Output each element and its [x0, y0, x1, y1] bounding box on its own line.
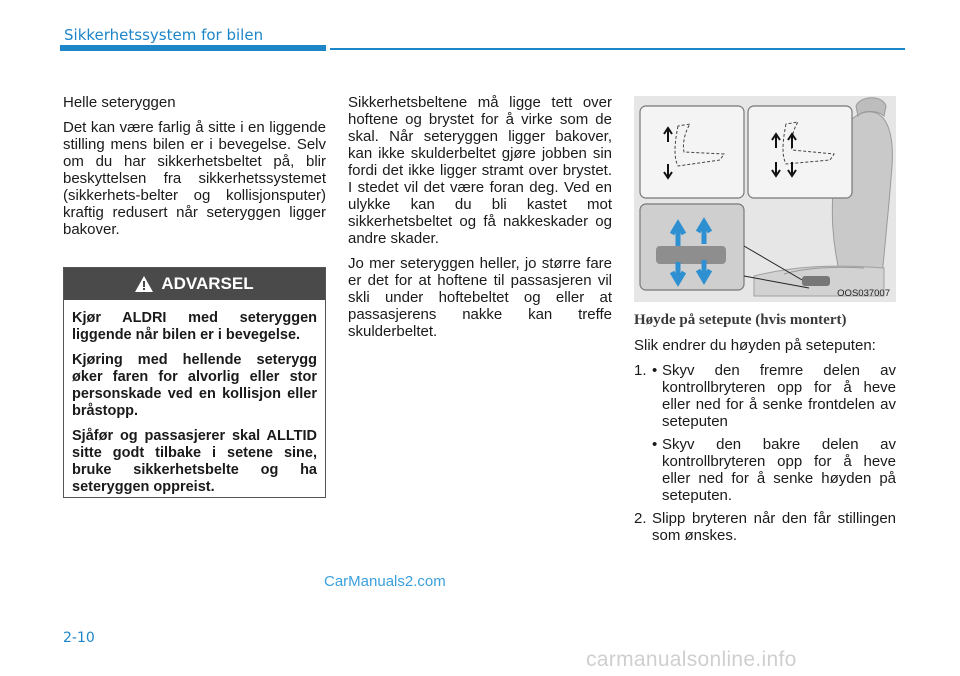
step-number: 2. [634, 510, 647, 527]
bullet-item [652, 362, 896, 430]
column-left [63, 94, 326, 246]
list-item [652, 436, 896, 504]
section-header-title: Sikkerhetssystem for bilen [64, 26, 264, 44]
warning-paragraph: Kjøring med hellende seterygg øker faren for alvorlig eller stor personskade ved en kollisjon eller bråstopp. [72, 352, 317, 419]
list-item [634, 510, 896, 544]
step-number: 1. [634, 362, 647, 379]
bullet-item [652, 436, 896, 504]
paragraph-seatbelt-fit: Sikkerhetsbeltene må ligge tett over hoftene og brystet for å virke som de skal. Når seteryggen ligger bakover, kan ikke skulderbeltet gjøre jobben sin fordi det ikke ligger stramt over brystet. I stedet vil det være foran deg. Ved en ulykke kan du bli kastet mot sikkerhetsbeltet og få nakkeskader og andre skader. [348, 94, 612, 247]
seat-height-illustration [634, 96, 896, 302]
seat-illustration-graphic [634, 96, 896, 302]
warning-box [63, 267, 326, 498]
section-title-seat-height: Høyde på setepute (hvis montert) [634, 312, 847, 328]
warning-triangle-icon [135, 276, 153, 292]
paragraph-recline-danger: Det kan være farlig å sitte i en liggende stilling mens bilen er i bevegelse. Selv om du har sikkerhetsbeltet på, blir beskyttelsen fra sikkerhetssystemet (sikkerhets-belter og kollisjonsputer) kraftig redusert når seteryggen ligger bakover. [63, 119, 326, 238]
watermark-link[interactable]: CarManuals2.com [324, 573, 446, 590]
warning-body [64, 300, 325, 496]
list-item [634, 362, 896, 430]
figure-code: OOS037007 [837, 288, 890, 299]
bullet-marker: • [652, 436, 658, 453]
page-number: 2-10 [63, 630, 95, 646]
bullet-text: Skyv den bakre delen av kontrollbryteren opp for å heve eller ned for å senke høyden på seteputen. [662, 436, 896, 504]
column-right [634, 312, 896, 550]
column-middle [348, 94, 612, 348]
subheading-recline: Helle seteryggen [63, 94, 176, 111]
intro-text: Slik endrer du høyden på seteputen: [634, 337, 876, 354]
bullet-marker: • [652, 362, 658, 379]
header-rule-thin [330, 48, 905, 50]
footer-watermark: carmanualsonline.info [586, 648, 797, 671]
bullet-text: Skyv den fremre delen av kontrollbryteren opp for å heve eller ned for å senke frontdelen av seteputen [662, 362, 896, 430]
paragraph-recline-risk: Jo mer seteryggen heller, jo større fare er det for at hoftene til passasjeren vil skli under hoftebeltet og eller at passasjerens nakke kan treffe skulderbeltet. [348, 255, 612, 340]
header-rule-thick [60, 45, 326, 51]
warning-paragraph: Kjør ALDRI med seteryggen liggende når bilen er i bevegelse. [72, 310, 317, 343]
step-text: Slipp bryteren når den får stillingen som ønskes. [652, 510, 896, 544]
warning-paragraph: Sjåfør og passasjerer skal ALLTID sitte godt tilbake i setene sine, bruke sikkerhetsbelte og ha seteryggen oppreist. [72, 428, 317, 495]
warning-header [64, 268, 325, 300]
warning-title: ADVARSEL [161, 274, 254, 293]
